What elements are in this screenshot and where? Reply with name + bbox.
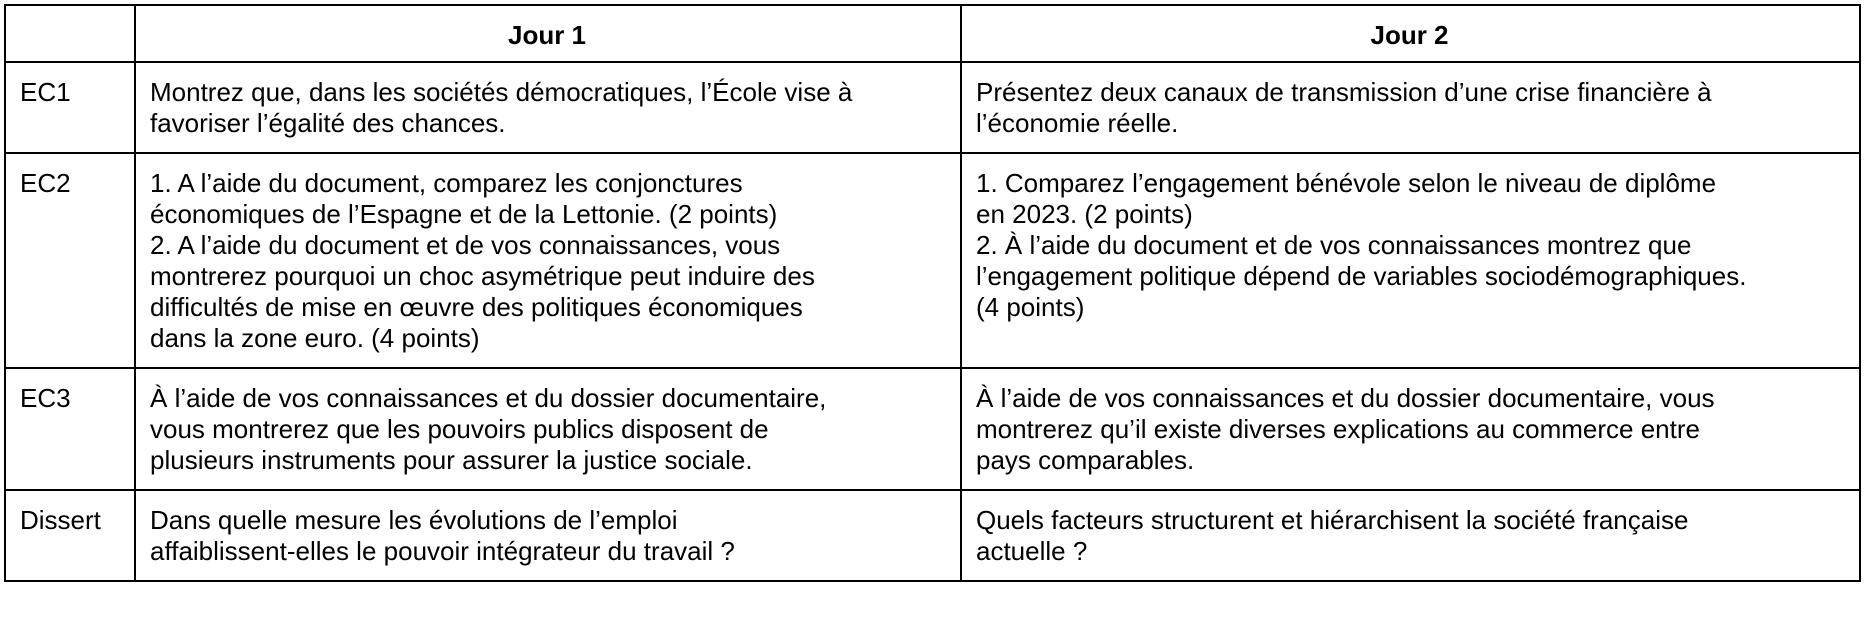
cell-dissert-day2 [961, 490, 1860, 581]
cell-text-line: en 2023. (2 points) [976, 199, 1193, 229]
header-row [5, 5, 1860, 62]
cell-text-line: À l’aide de vos connaissances et du dossier documentaire, [150, 383, 827, 413]
table-row-dissert [5, 490, 1860, 581]
cell-text-line: Présentez deux canaux de transmission d’une crise financière à [976, 77, 1712, 107]
cell-ec2-day1 [135, 153, 961, 368]
row-label-ec1: EC1 [5, 62, 135, 153]
row-label-ec2: EC2 [5, 153, 135, 368]
cell-ec1-day2 [961, 62, 1860, 153]
cell-text-line: actuelle ? [976, 536, 1088, 566]
exam-subjects-table [4, 4, 1861, 582]
cell-ec3-day2 [961, 368, 1860, 490]
cell-text-line: vous montrerez que les pouvoirs publics disposent de [150, 414, 769, 444]
table-row-ec1 [5, 62, 1860, 153]
cell-text-line: 2. A l’aide du document et de vos connaissances, vous [150, 230, 781, 260]
cell-ec1-day1 [135, 62, 961, 153]
cell-dissert-day1 [135, 490, 961, 581]
cell-text-line: montrerez qu’il existe diverses explications au commerce entre [976, 414, 1700, 444]
row-label-ec3: EC3 [5, 368, 135, 490]
cell-text-line: 1. A l’aide du document, comparez les conjonctures [150, 168, 743, 198]
table-row-ec2 [5, 153, 1860, 368]
cell-text-line: économiques de l’Espagne et de la Lettonie. (2 points) [150, 199, 778, 229]
cell-ec2-day2 [961, 153, 1860, 368]
cell-text-line: difficultés de mise en œuvre des politiques économiques [150, 292, 803, 322]
header-corner-cell [5, 5, 135, 62]
cell-text-line: Montrez que, dans les sociétés démocratiques, l’École vise à [150, 77, 853, 107]
cell-text-line: plusieurs instruments pour assurer la justice sociale. [150, 445, 753, 475]
cell-text-line: Dans quelle mesure les évolutions de l’emploi [150, 505, 678, 535]
header-day2: Jour 2 [961, 5, 1860, 62]
header-day1: Jour 1 [135, 5, 961, 62]
cell-text-line: 2. À l’aide du document et de vos connaissances montrez que [976, 230, 1692, 260]
cell-text-line: Quels facteurs structurent et hiérarchisent la société française [976, 505, 1689, 535]
cell-ec3-day1 [135, 368, 961, 490]
cell-text-line: l’économie réelle. [976, 108, 1179, 138]
row-label-dissert: Dissert [5, 490, 135, 581]
cell-text-line: À l’aide de vos connaissances et du dossier documentaire, vous [976, 383, 1715, 413]
cell-text-line: pays comparables. [976, 445, 1195, 475]
cell-text-line: (4 points) [976, 292, 1085, 322]
cell-text-line: l’engagement politique dépend de variables sociodémographiques. [976, 261, 1747, 291]
cell-text-line: dans la zone euro. (4 points) [150, 323, 480, 353]
cell-text-line: affaiblissent-elles le pouvoir intégrateur du travail ? [150, 536, 735, 566]
cell-text-line: 1. Comparez l’engagement bénévole selon le niveau de diplôme [976, 168, 1717, 198]
cell-text-line: montrerez pourquoi un choc asymétrique peut induire des [150, 261, 815, 291]
cell-text-line: favoriser l’égalité des chances. [150, 108, 506, 138]
table-row-ec3 [5, 368, 1860, 490]
